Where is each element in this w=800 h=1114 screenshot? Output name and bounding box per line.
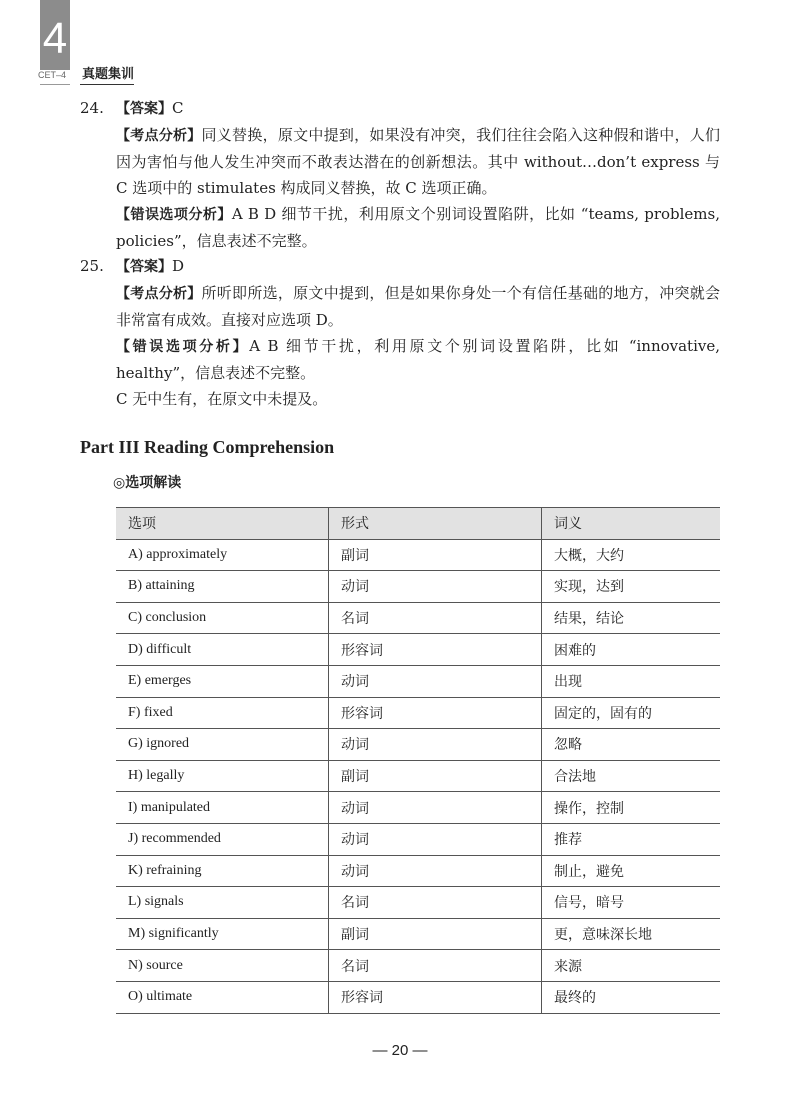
cell-meaning: 来源 [542,950,721,982]
question-number: 25. [80,257,104,275]
table-row [116,855,720,887]
analysis-label: 【考点分析】 [116,286,202,302]
extra-note: C 无中生有，在原文中未提及。 [116,390,328,408]
cell-option: M) significantly [116,918,329,950]
cell-meaning: 困难的 [542,634,721,666]
table-row [116,981,720,1013]
cell-form: 动词 [329,855,542,887]
analysis-text: 同义替换，原文中提到，如果没有冲突，我们往往会陷入这种假和谐中，人们因为害怕与他人发生冲突而不敢表达潜在的创新想法。其中 without…don’t express 与 C 选项中的 stimulates 构成同义替换，故 C 选项正确。 [116,126,720,197]
chapter-number: 4 [42,14,68,63]
wrong-option-text: A B D 细节干扰，利用原文个别词设置陷阱，比如 “teams, problems, policies”，信息表述不完整。 [116,205,720,250]
cell-form: 动词 [329,792,542,824]
table-row [116,792,720,824]
cell-form: 动词 [329,729,542,761]
cell-option: E) emerges [116,665,329,697]
cell-form: 动词 [329,665,542,697]
table-row [116,760,720,792]
cell-meaning: 操作，控制 [542,792,721,824]
cell-option: A) approximately [116,539,329,571]
cell-form: 名词 [329,602,542,634]
table-row [116,665,720,697]
cell-meaning: 信号，暗号 [542,887,721,919]
cell-option: C) conclusion [116,602,329,634]
column-header-option: 选项 [116,508,329,540]
header-title: 真题集训 [82,67,135,82]
table-row [116,823,720,855]
answer-block-24 [80,95,720,254]
table-row [116,950,720,982]
cell-option: N) source [116,950,329,982]
cell-meaning: 固定的，固有的 [542,697,721,729]
series-label: CET–4 [38,70,67,80]
wrong-option-paragraph [116,201,720,254]
answer-block-25 [80,253,720,412]
table-row [116,602,720,634]
header-divider-left [40,84,70,85]
chapter-badge [40,0,70,70]
cell-option: H) legally [116,760,329,792]
wrong-option-paragraph [116,333,720,386]
cell-option: F) fixed [116,697,329,729]
cell-option: B) attaining [116,571,329,603]
cell-meaning: 忽略 [542,729,721,761]
cell-form: 名词 [329,950,542,982]
vocabulary-table [116,507,720,1014]
wrong-option-label: 【错误选项分析】 [116,207,232,223]
table-row [116,887,720,919]
answer-value: C [172,99,184,117]
cell-option: D) difficult [116,634,329,666]
analysis-text: 所听即所选，原文中提到，但是如果你身处一个有信任基础的地方，冲突就会非常富有成效。直接对应选项 D。 [116,284,720,329]
cell-meaning: 实现，达到 [542,571,721,603]
table-row [116,918,720,950]
page-number: — 20 — [372,1042,428,1059]
column-header-meaning: 词义 [542,508,721,540]
cell-option: G) ignored [116,729,329,761]
cell-form: 动词 [329,571,542,603]
cell-form: 动词 [329,823,542,855]
cell-option: K) refraining [116,855,329,887]
cell-meaning: 大概，大约 [542,539,721,571]
answer-label: 【答案】 [116,101,172,117]
table-row [116,539,720,571]
analysis-paragraph [116,122,720,201]
cell-meaning: 最终的 [542,981,721,1013]
cell-form: 形容词 [329,697,542,729]
cell-option: L) signals [116,887,329,919]
cell-form: 副词 [329,539,542,571]
wrong-option-label: 【错误选项分析】 [116,339,250,355]
table-row [116,634,720,666]
cell-meaning: 制止，避免 [542,855,721,887]
column-header-form: 形式 [329,508,542,540]
answer-label: 【答案】 [116,259,172,275]
wrong-option-text: A B 细节干扰，利用原文个别词设置陷阱，比如 “innovative, healthy”，信息表述不完整。 [116,337,721,382]
table-body [116,539,720,1013]
analysis-paragraph [116,280,720,333]
cell-option: J) recommended [116,823,329,855]
table-row [116,571,720,603]
cell-meaning: 更，意味深长地 [542,918,721,950]
cell-form: 副词 [329,918,542,950]
section-title: Part III Reading Comprehension [80,437,335,457]
table-row [116,697,720,729]
cell-meaning: 出现 [542,665,721,697]
cell-option: O) ultimate [116,981,329,1013]
cell-form: 形容词 [329,634,542,666]
answer-value: D [172,257,185,275]
question-number: 24. [80,99,104,117]
cell-meaning: 结果，结论 [542,602,721,634]
cell-meaning: 合法地 [542,760,721,792]
cell-form: 形容词 [329,981,542,1013]
table-header-row [116,508,720,540]
table-row [116,729,720,761]
cell-form: 名词 [329,887,542,919]
section-subtitle: ◎选项解读 [113,475,182,491]
analysis-label: 【考点分析】 [116,128,202,144]
cell-form: 副词 [329,760,542,792]
cell-meaning: 推荐 [542,823,721,855]
cell-option: I) manipulated [116,792,329,824]
header-divider [80,84,134,85]
